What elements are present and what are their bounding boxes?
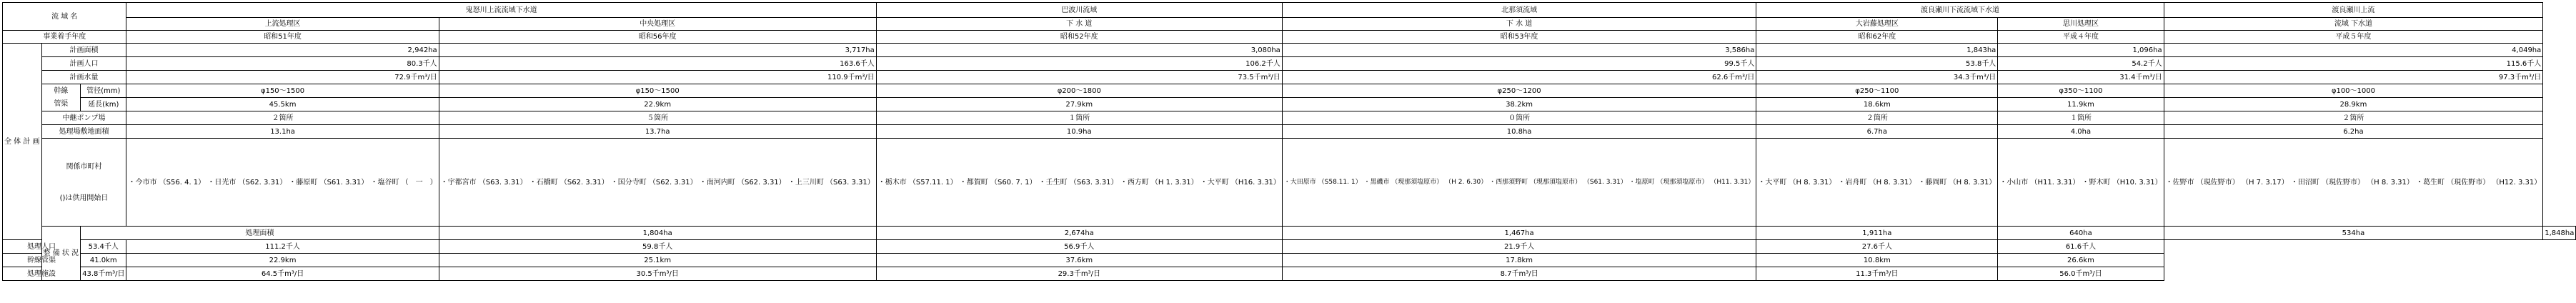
value-cell: 13.7ha: [439, 125, 876, 139]
value-cell: 2,942ha: [126, 44, 439, 57]
value-cell: ２箇所: [1756, 111, 1998, 125]
value-cell: φ250～1200: [1282, 84, 1756, 98]
municipality-cell: ・大平町 （H 8. 3.31） ・岩舟町 （H 8. 3.31） ・藤岡町 （H 8. 3.31）: [1756, 139, 1998, 227]
pump-station-row: [3, 111, 2576, 125]
row-label: 計画水量: [41, 71, 126, 84]
municipalities-label: 関係市町村: [66, 162, 102, 171]
municipality-cell: ・今市市 （S56. 4. 1） ・日光市 （S62. 3.31） ・藤原町 （S61. 3.31） ・塩谷町 （ 一 ）: [126, 139, 439, 227]
sewerage-data-table: [2, 2, 2576, 281]
municipalities-note: ()は供用開始日: [59, 194, 109, 202]
value-cell: 163.6千人: [439, 57, 876, 71]
value-cell: 4,049ha: [2164, 44, 2543, 57]
basin-name-header: 流 域 名: [3, 3, 126, 31]
value-cell: 1,096ha: [1998, 44, 2164, 57]
municipalities-label-cell: [41, 139, 126, 227]
value-cell: 13.1ha: [126, 125, 439, 139]
value-cell: 17.8km: [1282, 254, 1756, 267]
start-year-cell: 平成５年度: [2164, 31, 2543, 44]
value-cell: 10.9ha: [876, 125, 1282, 139]
value-cell: 62.6千m³/日: [1282, 71, 1756, 84]
plant-header: 下 水 道: [1282, 18, 1756, 31]
status-section-label: 整 備 状 況: [41, 227, 81, 281]
value-cell: 6.2ha: [2164, 125, 2543, 139]
plant-header: 中央処理区: [439, 18, 876, 31]
value-cell: 534ha: [2164, 227, 2543, 240]
value-cell: 22.9km: [126, 254, 439, 267]
value-cell: 99.5千人: [1282, 57, 1756, 71]
value-cell: 1,848ha: [2543, 227, 2576, 240]
value-cell: 27.9km: [876, 98, 1282, 111]
value-cell: 30.5千m³/日: [439, 267, 876, 281]
value-cell: 38.2km: [1282, 98, 1756, 111]
trunk-diameter-row: [3, 84, 2576, 98]
value-cell: 61.6千人: [1998, 240, 2164, 254]
plant-header: 大岩藤処理区: [1756, 18, 1998, 31]
row-label: 計画面積: [41, 44, 126, 57]
start-year-row: [3, 31, 2576, 44]
basin-kitanasu-header: 北那須流域: [1282, 3, 1756, 18]
value-cell: 64.5千m³/日: [126, 267, 439, 281]
value-cell: φ350～1100: [1998, 84, 2164, 98]
basin-watarase-lower-header: 渡良瀬川下流流域下水道: [1756, 3, 2164, 18]
value-cell: 72.9千m³/日: [126, 71, 439, 84]
value-cell: 73.5千m³/日: [876, 71, 1282, 84]
value-cell: 10.8km: [1756, 254, 1998, 267]
value-cell: 41.0km: [81, 254, 126, 267]
municipalities-row: [3, 139, 2576, 227]
value-cell: 22.9km: [439, 98, 876, 111]
value-cell: 26.6km: [1998, 254, 2164, 267]
municipality-cell: ・大田原市 （S58.11. 1） ・黒磯市 （現那須塩原市） （H 2. 6.30） ・西那須野町 （現那須塩原市） （S61. 3.31） ・塩原町 （現那須塩原市） （H11. 3.31）: [1282, 139, 1756, 227]
value-cell: 2,674ha: [876, 227, 1282, 240]
value-cell: 59.8千人: [439, 240, 876, 254]
value-cell: 54.2千人: [1998, 57, 2164, 71]
value-cell: 1,843ha: [1756, 44, 1998, 57]
value-cell: φ150～1500: [439, 84, 876, 98]
status-population-row: [3, 240, 2576, 254]
trunk-diameter-label: 管径(mm): [81, 84, 126, 98]
header-row-basins: [3, 3, 2576, 18]
value-cell: １箇所: [1998, 111, 2164, 125]
basin-watarase-upper-header: 渡良瀬川上流: [2164, 3, 2543, 18]
row-label: 処理面積: [81, 227, 439, 240]
basin-uzumagawa-header: 巴波川流域: [876, 3, 1282, 18]
row-label: 処理施設: [3, 267, 81, 281]
start-year-cell: 昭和52年度: [876, 31, 1282, 44]
row-label: 幹線管渠: [3, 254, 81, 267]
plant-header: 上流処理区: [126, 18, 439, 31]
value-cell: 110.9千m³/日: [439, 71, 876, 84]
plan-water-volume-row: [3, 71, 2576, 84]
plan-section-label: 全 体 計 画: [3, 44, 42, 240]
basin-kinugawa-header: 鬼怒川上流流域下水道: [126, 3, 876, 18]
value-cell: 53.8千人: [1756, 57, 1998, 71]
value-cell: 29.3千m³/日: [876, 267, 1282, 281]
start-year-cell: 昭和51年度: [126, 31, 439, 44]
start-year-cell: 昭和62年度: [1756, 31, 1998, 44]
value-cell: 11.3千m³/日: [1756, 267, 1998, 281]
value-cell: 45.5km: [126, 98, 439, 111]
municipality-cell: ・栃木市 （S57.11. 1） ・都賀町 （S60. 7. 1） ・壬生町 （S63. 3.31） ・西方町 （H 1. 3.31） ・大平町 （H16. 3.31）: [876, 139, 1282, 227]
status-area-row: [3, 227, 2576, 240]
value-cell: 56.9千人: [876, 240, 1282, 254]
plan-population-row: [3, 57, 2576, 71]
value-cell: 34.3千m³/日: [1756, 71, 1998, 84]
row-label: 処理人口: [3, 240, 81, 254]
value-cell: 37.6km: [876, 254, 1282, 267]
value-cell: 4.0ha: [1998, 125, 2164, 139]
value-cell: 115.6千人: [2164, 57, 2543, 71]
status-trunk-row: [3, 254, 2576, 267]
trunk-length-label: 延長(km): [81, 98, 126, 111]
value-cell: φ250～1100: [1756, 84, 1998, 98]
value-cell: 6.7ha: [1756, 125, 1998, 139]
value-cell: 53.4千人: [81, 240, 126, 254]
value-cell: 27.6千人: [1756, 240, 1998, 254]
value-cell: 1,911ha: [1756, 227, 1998, 240]
value-cell: 43.8千m³/日: [81, 267, 126, 281]
value-cell: φ100～1000: [2164, 84, 2543, 98]
value-cell: φ150～1500: [126, 84, 439, 98]
value-cell: ２箇所: [126, 111, 439, 125]
site-area-row: [3, 125, 2576, 139]
status-facility-row: [3, 267, 2576, 281]
value-cell: 1,467ha: [1282, 227, 1756, 240]
value-cell: ５箇所: [439, 111, 876, 125]
municipality-cell: ・宇都宮市 （S63. 3.31） ・石橋町 （S62. 3.31） ・国分寺町 （S62. 3.31） ・南河内町 （S62. 3.31） ・上三川町 （S63. 3.31）: [439, 139, 876, 227]
value-cell: 11.9km: [1998, 98, 2164, 111]
start-year-label: 事業着手年度: [3, 31, 126, 44]
value-cell: φ200～1800: [876, 84, 1282, 98]
value-cell: 21.9千人: [1282, 240, 1756, 254]
plant-header: 思川処理区: [1998, 18, 2164, 31]
value-cell: ２箇所: [2164, 111, 2543, 125]
value-cell: 106.2千人: [876, 57, 1282, 71]
municipality-cell: ・佐野市 （現佐野市） （H 7. 3.17） ・田沼町 （現佐野市） （H 8. 3.31） ・葛生町 （現佐野市） （H12. 3.31）: [2164, 139, 2543, 227]
header-row-plants: [3, 18, 2576, 31]
value-cell: 1,804ha: [439, 227, 876, 240]
plant-header: 下 水 道: [876, 18, 1282, 31]
value-cell: 111.2千人: [126, 240, 439, 254]
value-cell: 10.8ha: [1282, 125, 1756, 139]
value-cell: 97.3千m³/日: [2164, 71, 2543, 84]
value-cell: 28.9km: [2164, 98, 2543, 111]
value-cell: 25.1km: [439, 254, 876, 267]
start-year-cell: 昭和53年度: [1282, 31, 1756, 44]
start-year-cell: 昭和56年度: [439, 31, 876, 44]
value-cell: ０箇所: [1282, 111, 1756, 125]
plant-header: 流域 下水道: [2164, 18, 2543, 31]
value-cell: 8.7千m³/日: [1282, 267, 1756, 281]
value-cell: 56.0千m³/日: [1998, 267, 2164, 281]
value-cell: 3,080ha: [876, 44, 1282, 57]
row-label: 処理場敷地面積: [41, 125, 126, 139]
value-cell: 31.4千m³/日: [1998, 71, 2164, 84]
row-label: 計画人口: [41, 57, 126, 71]
municipality-cell: ・小山市 （H11. 3.31） ・野木町 （H10. 3.31）: [1998, 139, 2164, 227]
value-cell: 18.6km: [1756, 98, 1998, 111]
plan-area-row: [3, 44, 2576, 57]
start-year-cell: 平成４年度: [1998, 31, 2164, 44]
trunk-group-label: 幹線 管渠: [41, 84, 81, 111]
value-cell: １箇所: [876, 111, 1282, 125]
row-label: 中継ポンプ場: [41, 111, 126, 125]
value-cell: 3,586ha: [1282, 44, 1756, 57]
value-cell: 640ha: [1998, 227, 2164, 240]
trunk-length-row: [3, 98, 2576, 111]
value-cell: 3,717ha: [439, 44, 876, 57]
value-cell: 80.3千人: [126, 57, 439, 71]
